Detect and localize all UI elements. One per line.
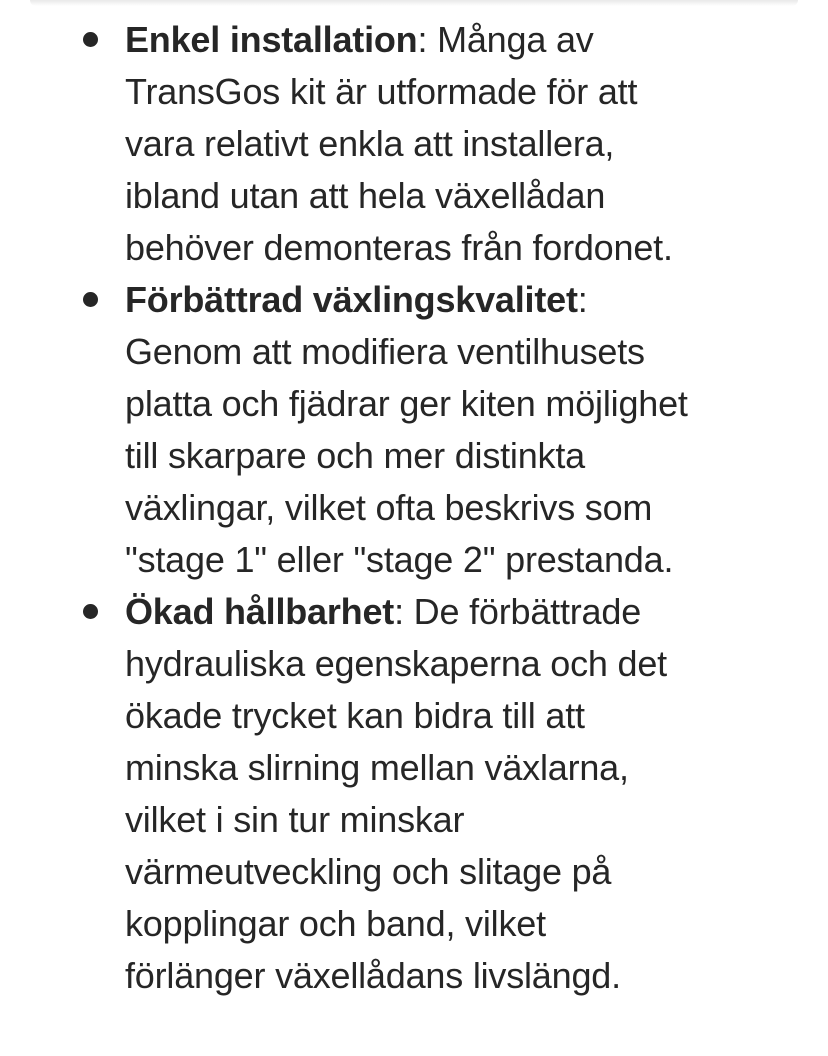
- item-term: Enkel installation: [125, 19, 418, 60]
- item-term: Ökad hållbarhet: [125, 591, 395, 632]
- item-line: ökade trycket kan bidra till att: [125, 695, 585, 736]
- item-first-line: [125, 274, 808, 326]
- item-line: vilket i sin tur minskar: [125, 799, 465, 840]
- item-line: ibland utan att hela växellådan: [125, 175, 606, 216]
- list-item: [0, 14, 828, 274]
- previous-content-edge: [30, 0, 798, 6]
- item-line: platta och fjädrar ger kiten möjlighet: [125, 383, 688, 424]
- item-first-line-text: : De förbättrade: [394, 591, 642, 632]
- item-line: Genom att modifiera ventilhusets: [125, 331, 645, 372]
- item-line: TransGos kit är utformade för att: [125, 71, 638, 112]
- list-item: [0, 586, 828, 1002]
- list-item: [0, 274, 828, 586]
- item-first-line-text: :: [577, 279, 588, 320]
- item-first-line-text: : Många av: [417, 19, 594, 60]
- bullet-dot-icon: [83, 604, 98, 619]
- item-line: växlingar, vilket ofta beskrivs som: [125, 487, 653, 528]
- item-line: vara relativt enkla att installera,: [125, 123, 615, 164]
- bullet-dot-icon: [83, 32, 98, 47]
- item-line: hydrauliska egenskaperna och det: [125, 643, 667, 684]
- bullet-list: [0, 14, 828, 1002]
- item-first-line: [125, 586, 808, 638]
- item-term: Förbättrad växlingskvalitet: [125, 279, 578, 320]
- item-line: värmeutveckling och slitage på: [125, 851, 612, 892]
- item-line: kopplingar och band, vilket: [125, 903, 546, 944]
- item-line: förlänger växellådans livslängd.: [125, 955, 621, 996]
- item-line: "stage 1" eller "stage 2" prestanda.: [125, 539, 674, 580]
- item-line: till skarpare och mer distinkta: [125, 435, 585, 476]
- bullet-dot-icon: [83, 292, 98, 307]
- item-line: minska slirning mellan växlarna,: [125, 747, 629, 788]
- item-line: behöver demonteras från fordonet.: [125, 227, 673, 268]
- item-first-line: [125, 14, 808, 66]
